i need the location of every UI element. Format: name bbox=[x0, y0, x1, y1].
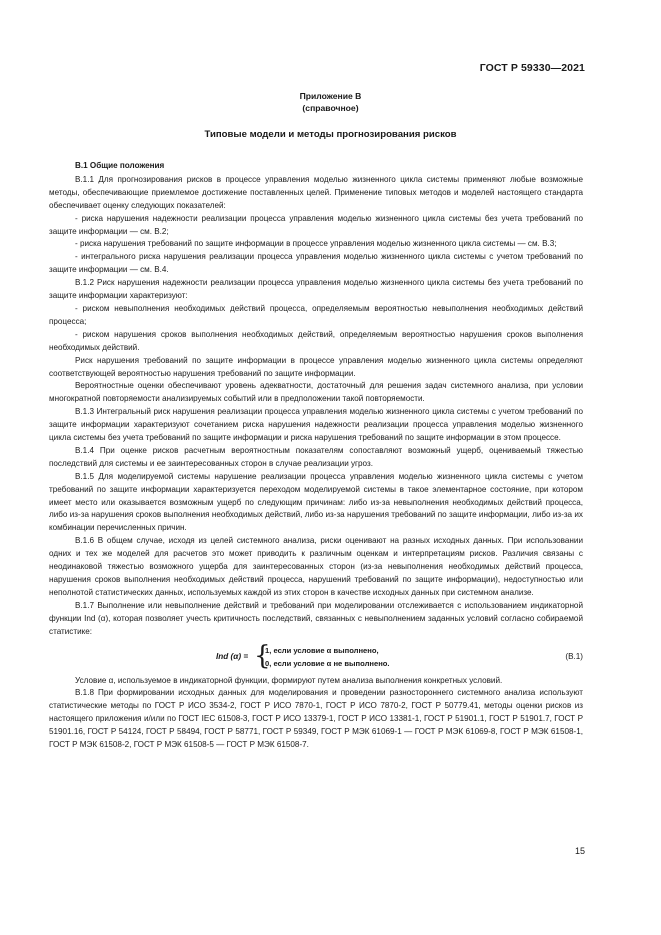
formula-lhs: Ind (α) = bbox=[216, 651, 249, 661]
paragraph: В.1.5 Для моделируемой системы нарушение реализации процесса управления моделью жизненного цикла системы с учетом требований по защите информации характеризуется переходом моделируемой системы в такое элементарное состояние, при котором имеет место или оказывается возможным ущерб по следующим причинам: либо из-за невыполнения необходимых действий процесса, либо из-за нарушения сроков выполнения необходимых действий, либо из-за нарушения требований по защите информации, либо из-за их комбинации перечисленных причин. bbox=[49, 471, 583, 533]
formula bbox=[49, 640, 583, 673]
paragraph: В.1.7 Выполнение или невыполнение действий и требований при моделировании отслеживается с использованием индикаторной функции Ind (α), которая позволяет учесть критичность последствий, связанных с невыполнением заданных условий согласно собираемой статистике: bbox=[49, 600, 583, 636]
paragraph: В.1.1 Для прогнозирования рисков в процессе управления моделью жизненного цикла системы применяют любые возможные методы, обеспечивающие приемлемое достижение поставленных целей. Применение типовых методов и моделей настоящего стандарта обеспечивает оценку следующих показателей: bbox=[49, 174, 583, 210]
list-item: - риска нарушения надежности реализации процесса управления моделью жизненного цикла системы без учета требований по защите информации — см. В.2; bbox=[49, 213, 583, 236]
page-title: Типовые модели и методы прогнозирования рисков bbox=[204, 129, 457, 140]
appendix-note: (справочное) bbox=[302, 103, 359, 113]
paragraph: В.1.2 Риск нарушения надежности реализации процесса управления моделью жизненного цикла системы без учета требований по защите информации характеризуют: bbox=[49, 278, 583, 301]
paragraph: Условие α, используемое в индикаторной функции, формируют путем анализа выполнения конкретных условий. bbox=[75, 675, 503, 685]
paragraph: Риск нарушения требований по защите информации в процессе управления моделью жизненного цикла системы определяют соответствующей вероятностью нарушения требований по защите информации. bbox=[49, 355, 583, 378]
list-item: - риска нарушения требований по защите информации в процессе управления моделью жизненного цикла системы — см. В.3; bbox=[75, 239, 557, 249]
standard-header: ГОСТ Р 59330—2021 bbox=[479, 62, 585, 74]
formula-case-2: 0, если условие α не выполнено. bbox=[265, 658, 390, 668]
paragraph: В.1.3 Интегральный риск нарушения реализации процесса управления моделью жизненного цикла системы с учетом требований по защите информации характеризуют сочетанием риска нарушения надежности реализации процесса управления моделью жизненного цикла системы без учета требований по защите информации и риска нарушения требований по защите информации в этом процессе. bbox=[49, 407, 583, 443]
formula-brace: { bbox=[254, 640, 271, 671]
paragraph: Вероятностные оценки обеспечивают уровень адекватности, достаточный для решения задач системного анализа, при условии многократной повторяемости анализируемых событий или в предположении такой повторяемости. bbox=[49, 381, 583, 404]
page-number: 15 bbox=[574, 846, 585, 856]
paragraph: В.1.4 При оценке рисков расчетным вероятностным показателям сопоставляют возможный ущерб, оцениваемый тяжестью последствий для системы и ее заинтересованных сторон в случае реализации угроз. bbox=[49, 445, 583, 468]
formula-case-1: 1, если условие α выполнено, bbox=[265, 645, 379, 655]
paragraph: В.1.6 В общем случае, исходя из целей системного анализа, риски оценивают на разных исходных данных. При использовании одних и тех же моделей для расчетов это может приводить к различным оценкам и интерпретациям рисков. Различия связаны с неодинаковой тяжестью возможного ущерба для заинтересованных сторон (из-за невыполнения необходимых действий процесса, нарушения сроков выполнения необходимых действий процесса, нарушений требований по защите информации), недоступностью или неполнотой статистических данных, используемых каждой из этих сторон в качестве исходных данных при системном анализе. bbox=[49, 536, 583, 597]
paragraph: В.1.8 При формировании исходных данных для моделирования и проведении разностороннего системного анализа используют статистические методы по ГОСТ Р ИСО 3534-2, ГОСТ Р ИСО 7870-1, ГОСТ Р ИСО 7870-2, ГОСТ Р 50779.41, методы оценки рисков из настоящего приложения и/или по ГОСТ IEC 61508-3, ГОСТ Р ИСО 13379-1, ГОСТ Р ИСО 13381-1, ГОСТ Р 51901.1, ГОСТ Р 51901.7, ГОСТ Р 51901.16, ГОСТ Р 54124, ГОСТ Р 58494, ГОСТ Р 58771, ГОСТ Р 59349, ГОСТ Р МЭК 61069-1 — ГОСТ Р МЭК 61069-8, ГОСТ Р МЭК 61508-1, ГОСТ Р МЭК 61508-2, ГОСТ Р МЭК 61508-5 — ГОСТ Р МЭК 61508-7. bbox=[49, 688, 583, 750]
appendix-heading bbox=[0, 90, 661, 114]
appendix-label: Приложение В bbox=[299, 91, 362, 101]
list-item: - интегрального риска нарушения реализации процесса управления моделью жизненного цикла системы с учетом требований по защите информации — см. В.4. bbox=[49, 252, 583, 275]
list-item: - риском нарушения сроков выполнения необходимых действий, определяемым вероятностью нарушения сроков выполнения необходимых действий. bbox=[49, 329, 583, 352]
section-heading: В.1 Общие положения bbox=[75, 161, 165, 170]
formula-number: (В.1) bbox=[565, 651, 583, 661]
body-text bbox=[49, 160, 583, 752]
list-item: - риском невыполнения необходимых действий процесса, определяемым вероятностью невыполнения необходимых действий процесса; bbox=[49, 303, 583, 326]
